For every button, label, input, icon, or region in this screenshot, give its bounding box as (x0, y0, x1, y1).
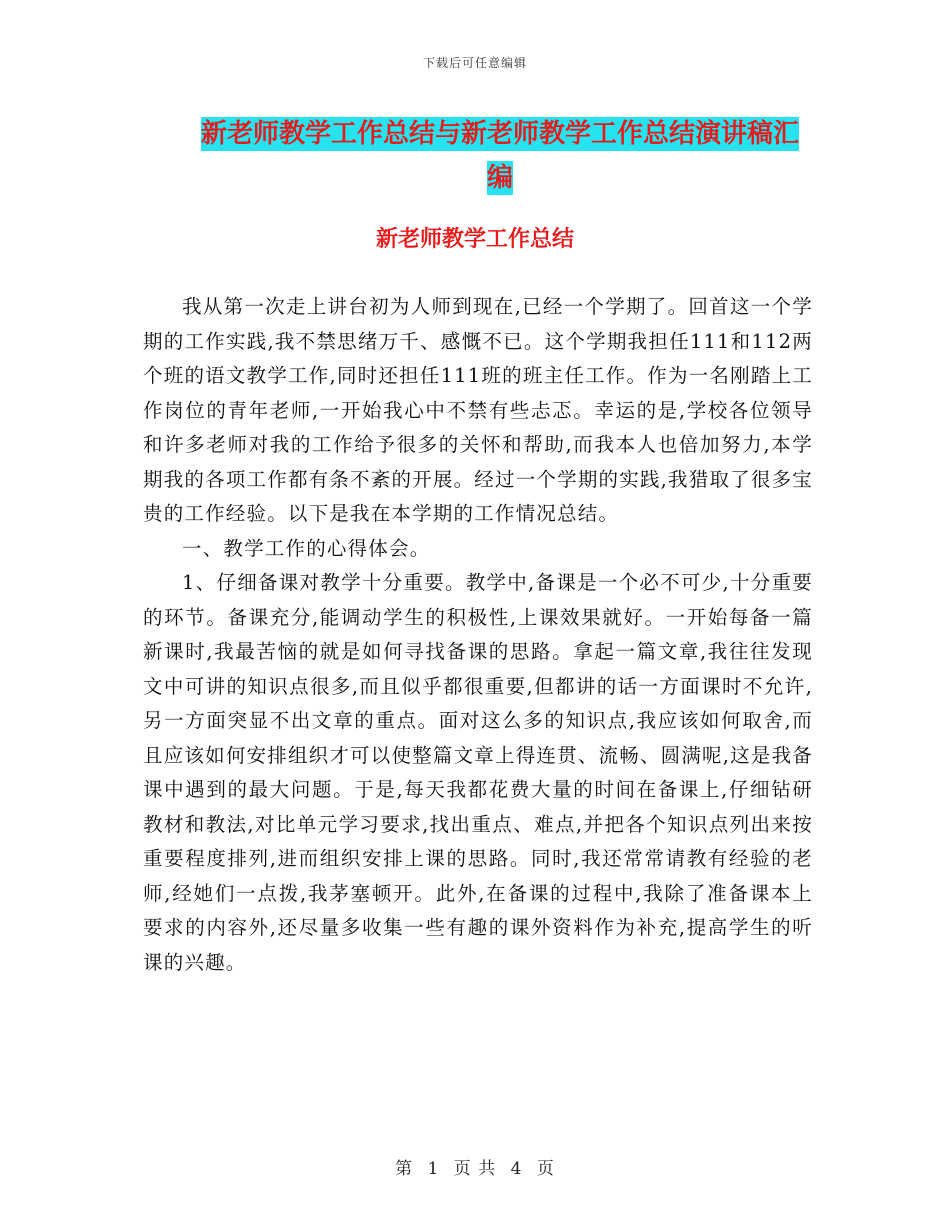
document-title (190, 112, 810, 200)
footer-suffix: 页 (536, 1159, 555, 1179)
footer-prefix: 第 (395, 1159, 414, 1179)
paragraph-heading-1: 一、教学工作的心得体会。 (182, 536, 431, 560)
footer-total-pages: 4 (510, 1159, 523, 1179)
document-body (143, 290, 813, 980)
document-title-line-1: 新老师教学工作总结与新老师教学工作总结演讲稿汇 (200, 119, 799, 149)
paragraph-item-1: 1、仔细备课对教学十分重要。教学中,备课是一个必不可少,十分重要的环节。备课充分,能调动学生的积极性,上课效果就好。一开始每备一篇新课时,我最苦恼的就是如何寻找备课的思路。拿起一篇文章,我往往发现文中可讲的知识点很多,而且似乎都很重要,但都讲的话一方面课时不允许,另一方面突显不出文章的重点。面对这么多的知识点,我应该如何取舍,而且应该如何安排组织才可以使整篇文章上得连贯、流畅、圆满呢,这是我备课中遇到的最大问题。于是,每天我都花费大量的时间在备课上,仔细钻研教材和教法,对比单元学习要求,找出重点、难点,并把各个知识点列出来按重要程度排列,进而组织安排上课的思路。同时,我还常常请教有经验的老师,经她们一点拨,我茅塞顿开。此外,在备课的过程中,我除了准备课本上要求的内容外,还尽量多收集一些有趣的课外资料作为补充,提高学生的听课的兴趣。 (143, 571, 813, 974)
footer-mid: 页 共 (453, 1159, 497, 1179)
paragraph-intro: 我从第一次走上讲台初为人师到现在,已经一个学期了。回首这一个学期的工作实践,我不禁思绪万千、感慨不已。这个学期我担任111和112两个班的语文教学工作,同时还担任111班的班主任工作。作为一名刚踏上工作岗位的青年老师,一开始我心中不禁有些忐忑。幸运的是,学校各位领导和许多老师对我的工作给予很多的关怀和帮助,而我本人也倍加努力,本学期我的各项工作都有条不紊的开展。经过一个学期的实践,我猎取了很多宝贵的工作经验。以下是我在本学期的工作情况总结。 (143, 295, 813, 525)
header-note: 下载后可任意编辑 (422, 56, 527, 70)
footer-page-number: 1 (427, 1159, 440, 1179)
page-footer (0, 1154, 950, 1179)
document-title-line-2: 编 (486, 163, 513, 193)
section-title: 新老师教学工作总结 (375, 227, 574, 252)
